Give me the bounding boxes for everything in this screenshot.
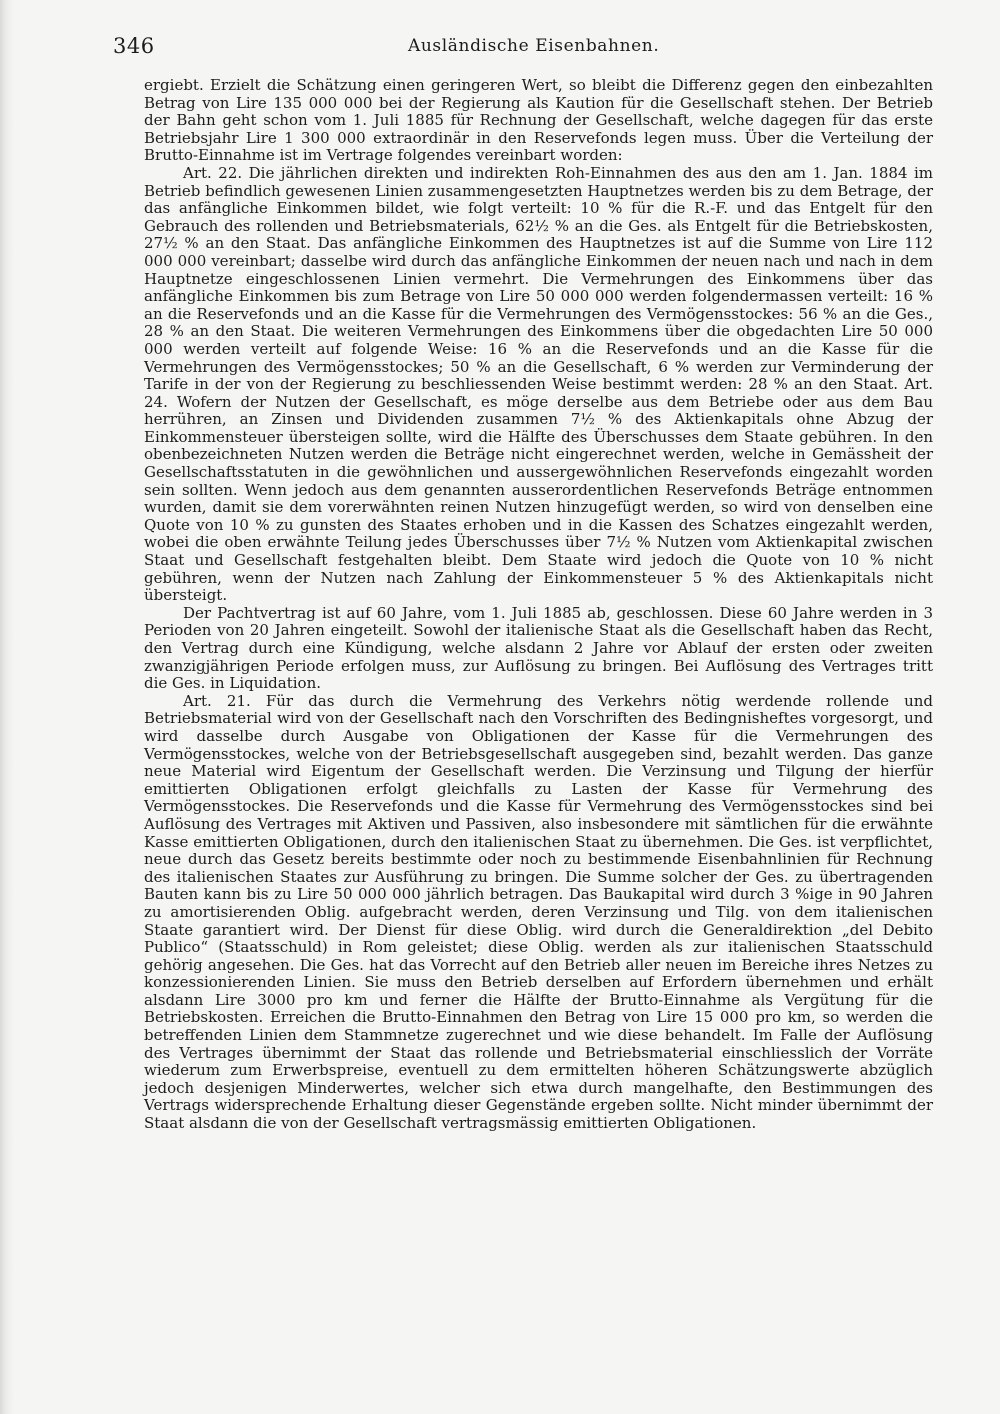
- paragraph-continuation: ergiebt. Erzielt die Schätzung einen geringeren Wert, so bleibt die Differenz gegen den einbezahlten Betrag von Lire 135 000 000 bei der Regierung als Kaution für die Gesellschaft stehen. Der Betrieb der Bahn geht schon vom 1. Juli 1885 für Rechnung der Gesellschaft, welche dagegen für das erste Betriebsjahr Lire 1 300 000 extraordinär in den Reservefonds legen muss. Über die Verteilung der Brutto-Einnahme ist im Vertrage folgendes vereinbart worden:: [144, 76, 933, 165]
- paragraph-art-21: Art. 21. Für das durch die Vermehrung des Verkehrs nötig werdende rollende und Betriebsmaterial wird von der Gesellschaft nach den Vorschriften des Bedingnisheftes vorgesorgt, und wird dasselbe durch Ausgabe von Obligationen der Kasse für die Vermehrungen des Vermögensstockes, welche von der Betriebsgesellschaft ausgegeben sind, bezahlt werden. Das ganze neue Material wird Eigentum der Gesellschaft werden. Die Verzinsung und Tilgung der hierfür emittierten Obligationen erfolgt gleichfalls zu Lasten der Kasse für Vermehrung des Vermögensstockes. Die Reservefonds und die Kasse für Vermehrung des Vermögensstockes sind bei Auflösung des Vertrages mit Aktiven und Passiven, also insbesondere mit sämtlichen für die erwähnte Kasse emittierten Obligationen, durch den italienischen Staat zu übernehmen. Die Ges. ist verpflichtet, neue durch das Gesetz bereits bestimmte oder noch zu bestimmende Eisenbahnlinien für Rechnung des italienischen Staates zur Ausführung zu bringen. Die Summe solcher der Ges. zu übertragenden Bauten kann bis zu Lire 50 000 000 jährlich betragen. Das Baukapital wird durch 3 %ige in 90 Jahren zu amortisierenden Oblig. aufgebracht werden, deren Verzinsung und Tilg. von dem italienischen Staate garantiert wird. Der Dienst für diese Oblig. wird durch die Generaldirektion „del Debito Publico“ (Staatsschuld) in Rom geleistet; diese Oblig. werden als zur italienischen Staatsschuld gehörig angesehen. Die Ges. hat das Vorrecht auf den Betrieb aller neuen im Bereiche ihres Netzes zu konzessionierenden Linien. Sie muss den Betrieb derselben auf Erfordern übernehmen und erhält alsdann Lire 3000 pro km und ferner die Hälfte der Brutto-Einnahme als Vergütung für die Betriebskosten. Erreichen die Brutto-Einnahmen den Betrag von Lire 15 000 pro km, so werden die betreffenden Linien dem Stammnetze zugerechnet und wie diese behandelt. Im Falle der Auflösung des Vertrages übernimmt der Staat das rollende und Betriebsmaterial einschliesslich der Vorräte wiederum zum Erwerbspreise, eventuell zu dem ermittelten höheren Schätzungswerte abzüglich jedoch desjenigen Minderwertes, welcher sich etwa durch mangelhafte, den Bestimmungen des Vertrags widersprechende Erhaltung dieser Gegenstände ergeben sollte. Nicht minder übernimmt der Staat alsdann die von der Gesellschaft vertragsmässig emittierten Obligationen.: [144, 691, 933, 1133]
- page-number: 346: [113, 34, 155, 58]
- running-title: Ausländische Eisenbahnen.: [408, 36, 660, 56]
- body-text: [144, 77, 933, 1133]
- paragraph-art-22: Art. 22. Die jährlichen direkten und indirekten Roh-Einnahmen des aus den am 1. Jan. 1884 im Betrieb befindlich gewesenen Linien zusammengesetzten Hauptnetzes werden bis zu dem Betrage, der das anfängliche Einkommen bildet, wie folgt verteilt: 10 % für die R.-F. und das Entgelt für den Gebrauch des rollenden und Betriebsmaterials, 62½ % an die Ges. als Entgelt für die Betriebskosten, 27½ % an den Staat. Das anfängliche Einkommen des Hauptnetzes ist auf die Summe von Lire 112 000 000 vereinbart; dasselbe wird durch das anfängliche Einkommen der neuen nach und nach in dem Hauptnetze eingeschlossenen Linien vermehrt. Die Vermehrungen des Einkommens über das anfängliche Einkommen bis zum Betrage von Lire 50 000 000 werden folgendermassen verteilt: 16 % an die Reservefonds und an die Kasse für die Vermehrungen des Vermögensstockes: 56 % an die Ges., 28 % an den Staat. Die weiteren Vermehrungen des Einkommens über die obgedachten Lire 50 000 000 werden verteilt auf folgende Weise: 16 % an die Reservefonds und an die Kasse für die Vermehrungen des Vermögensstockes; 50 % an die Gesellschaft, 6 % werden zur Verminderung der Tarife in der von der Regierung zu beschliessenden Weise bestimmt werden: 28 % an den Staat. Art. 24. Wofern der Nutzen der Gesellschaft, es möge derselbe aus dem Betriebe oder aus dem Bau herrühren, an Zinsen und Dividenden zusammen 7½ % des Aktienkapitals ohne Abzug der Einkommensteuer übersteigen sollte, wird die Hälfte des Überschusses dem Staate gebühren. In den obenbezeichneten Nutzen werden die Beträge nicht eingerechnet werden, welche in Gemässheit der Gesellschaftsstatuten in die gewöhnlichen und aussergewöhnlichen Reservefonds eingezahlt worden sein sollten. Wenn jedoch aus dem genannten ausserordentlichen Reservefonds Beträge entnommen wurden, damit sie dem vorerwähnten reinen Nutzen hinzugefügt werden, so wird von denselben eine Quote von 10 % zu gunsten des Staates erhoben und in die Kassen des Schatzes eingezahlt werden, wobei die oben erwähnte Teilung jedes Überschusses über 7½ % Nutzen vom Aktienkapital zwischen Staat und Gesellschaft festgehalten bleibt. Dem Staate wird jedoch die Quote von 10 % nicht gebühren, wenn der Nutzen nach Zahlung der Einkommensteuer 5 % des Aktienkapitals nicht übersteigt.: [144, 163, 933, 605]
- paragraph-pachtvertrag: Der Pachtvertrag ist auf 60 Jahre, vom 1. Juli 1885 ab, geschlossen. Diese 60 Jahre werden in 3 Perioden von 20 Jahren eingeteilt. Sowohl der italienische Staat als die Gesellschaft haben das Recht, den Vertrag durch eine Kündigung, welche alsdann 2 Jahre vor Ablauf der ersten oder zweiten zwanzigjährigen Periode erfolgen muss, zur Auflösung zu bringen. Bei Auflösung des Vertrages tritt die Ges. in Liquidation.: [144, 603, 933, 693]
